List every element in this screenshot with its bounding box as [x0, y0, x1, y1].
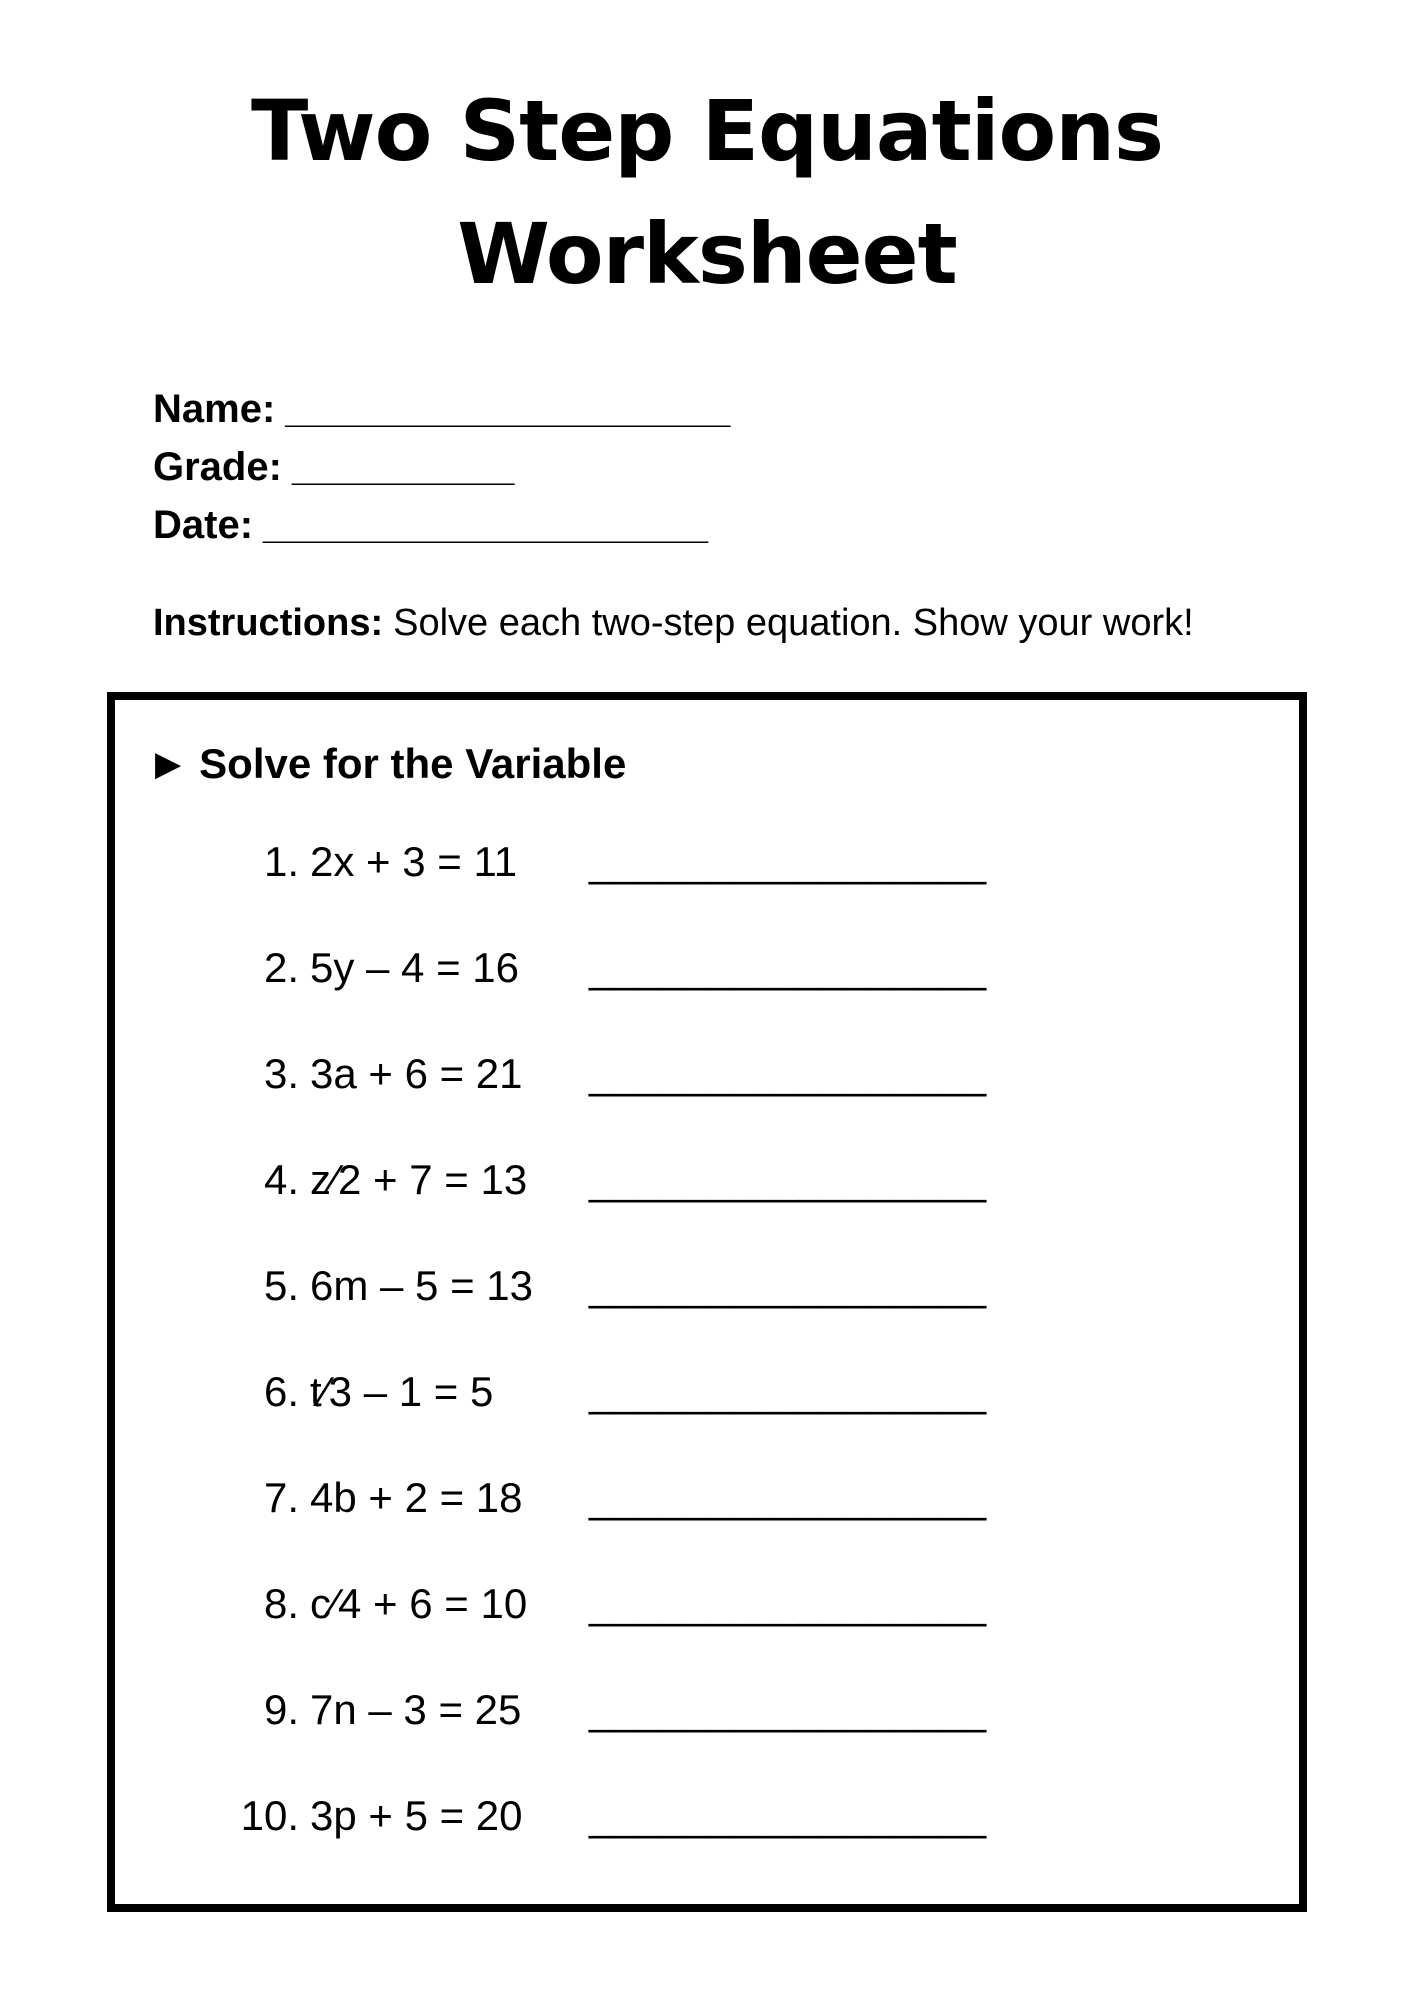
problem-number: 2.: [263, 944, 299, 991]
problem-row: [115, 938, 1299, 998]
page-title-line2: Worksheet: [457, 205, 957, 303]
section-title: Solve for the Variable: [199, 740, 627, 787]
triangle-bullet-icon: ▶: [155, 744, 182, 784]
section-heading: [155, 736, 626, 795]
answer-blank-line: _________________: [589, 944, 987, 991]
page-title: [0, 70, 1414, 316]
answer-blank-line: _________________: [589, 838, 987, 885]
answer-blank-line: _________________: [589, 1792, 987, 1839]
problem-number: 10.: [240, 1792, 299, 1839]
problem-equation: 5y – 4 = 16: [310, 944, 519, 991]
instructions-label: Instructions:: [153, 602, 384, 644]
grade-blank-line: __________: [291, 445, 515, 489]
answer-blank-line: _________________: [589, 1262, 987, 1309]
problem-row: [115, 832, 1299, 892]
name-label: Name:: [153, 387, 276, 431]
problems-panel: [107, 692, 1307, 1912]
problem-number: 3.: [263, 1050, 299, 1097]
problem-equation: 3p + 5 = 20: [310, 1792, 523, 1839]
problem-number: 7.: [263, 1474, 299, 1521]
problem-number: 8.: [263, 1580, 299, 1627]
problem-equation: t⁄3 – 1 = 5: [310, 1368, 494, 1415]
problem-row: [115, 1786, 1299, 1846]
instructions-text: Solve each two-step equation. Show your work!: [393, 602, 1194, 644]
answer-blank-line: _________________: [589, 1050, 987, 1097]
page-title-line1: Two Step Equations: [250, 82, 1164, 180]
answer-blank-line: _________________: [589, 1156, 987, 1203]
student-info-block: [153, 380, 730, 554]
problem-row: [115, 1150, 1299, 1210]
grade-field-row: [153, 438, 730, 496]
answer-blank-line: _________________: [589, 1580, 987, 1627]
problem-row: [115, 1256, 1299, 1316]
problem-row: [115, 1574, 1299, 1634]
problem-equation: 7n – 3 = 25: [310, 1686, 522, 1733]
problem-equation: 2x + 3 = 11: [310, 838, 518, 885]
problem-row: [115, 1468, 1299, 1528]
name-blank-line: ____________________: [285, 387, 731, 431]
answer-blank-line: _________________: [589, 1368, 987, 1415]
problem-row: [115, 1680, 1299, 1740]
problem-row: [115, 1044, 1299, 1104]
problem-number: 4.: [263, 1156, 299, 1203]
date-blank-line: ____________________: [263, 503, 708, 547]
problem-equation: 3a + 6 = 21: [310, 1050, 523, 1097]
grade-label: Grade:: [153, 445, 282, 489]
problem-equation: z⁄2 + 7 = 13: [310, 1156, 528, 1203]
problem-number: 9.: [263, 1686, 299, 1733]
problem-number: 5.: [263, 1262, 299, 1309]
answer-blank-line: _________________: [589, 1474, 987, 1521]
date-field-row: [153, 496, 730, 554]
date-label: Date:: [153, 503, 254, 547]
instructions-line: [153, 600, 1194, 646]
problem-equation: 4b + 2 = 18: [310, 1474, 523, 1521]
answer-blank-line: _________________: [589, 1686, 987, 1733]
problem-number: 1.: [263, 838, 299, 885]
problem-equation: c⁄4 + 6 = 10: [310, 1580, 528, 1627]
problem-equation: 6m – 5 = 13: [310, 1262, 533, 1309]
problem-row: [115, 1362, 1299, 1422]
name-field-row: [153, 380, 730, 438]
problem-number: 6.: [263, 1368, 299, 1415]
